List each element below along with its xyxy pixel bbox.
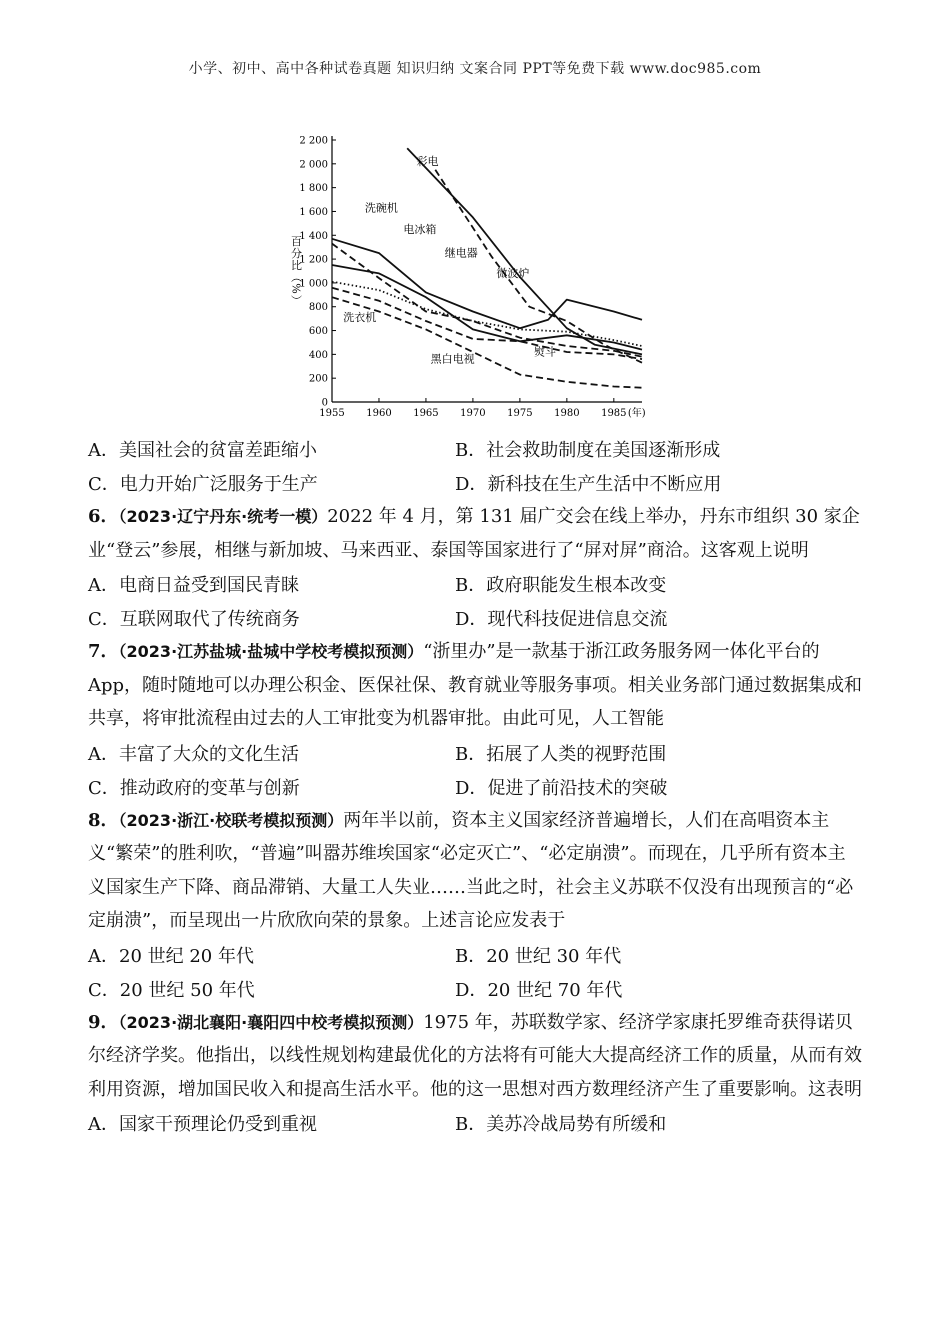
option-text: 20 世纪 50 年代	[119, 979, 255, 1001]
y-tick-label: 1 000	[299, 278, 328, 290]
option-text: 20 世纪 20 年代	[119, 945, 254, 967]
option-text: 政府职能发生根本改变	[486, 575, 667, 596]
q7-option-c[interactable]	[88, 774, 455, 800]
series-label: 彩电	[416, 155, 439, 169]
series-label: 微波炉	[496, 266, 530, 280]
option-letter: D．	[455, 777, 488, 799]
series-label: 黑白电视	[430, 352, 475, 366]
series-label: 洗衣机	[343, 311, 377, 325]
option-letter: B．	[455, 1114, 487, 1135]
q9-stem	[88, 1006, 863, 1107]
y-tick-label: 200	[308, 373, 328, 385]
q5-option-b[interactable]	[455, 436, 822, 462]
x-tick-label: 1980	[554, 408, 580, 419]
y-tick-label: 1 200	[299, 254, 328, 266]
series-label: 继电器	[444, 246, 478, 260]
option-letter: B．	[455, 575, 487, 596]
x-axis-label: (年)	[627, 408, 646, 419]
q6-option-a[interactable]	[88, 571, 455, 597]
q5-options-row-2	[88, 466, 863, 500]
x-tick-label: 1965	[413, 408, 439, 419]
q6-source: （2023·辽宁丹东·统考一模）	[118, 507, 328, 526]
q7-text: “浙里办”是一款基于浙江政务服务网一体化平台的 App，随时随地可以办理公积金、医保社保、教育就业等服务事项。相关业务部门通过数据集成和共享，将审批流程由过去的人工审批变为机器审批。由此可见，人工智能	[88, 641, 863, 729]
option-text: 电力开始广泛服务于生产	[119, 474, 318, 495]
q7-option-d[interactable]	[455, 774, 822, 800]
q9-option-a[interactable]	[88, 1110, 455, 1136]
q9-text: 1975 年，苏联数学家、经济学家康托罗维奇获得诺贝尔经济学奖。他指出，以线性规划构建最优化的方法将有可能大大提高经济工作的质量，从而有效利用资源，增加国民收入和提高生活水平。他的这一思想对西方数理经济产生了重要影响。这表明	[88, 1011, 862, 1100]
chart-svg	[280, 128, 670, 428]
y-tick-label: 800	[308, 302, 328, 314]
q7-option-a[interactable]	[88, 740, 455, 766]
q8-number: 8．	[88, 809, 119, 831]
option-letter: C．	[88, 777, 120, 799]
q7-number: 7．	[88, 641, 119, 662]
y-tick-label: 1 800	[299, 183, 328, 195]
q6-option-c[interactable]	[88, 605, 455, 631]
q7-stem	[88, 635, 863, 736]
series-label: 电冰箱	[403, 222, 437, 236]
q5-option-c[interactable]	[88, 470, 455, 496]
q8-option-d[interactable]	[455, 976, 822, 1002]
y-tick-label: 400	[308, 349, 328, 361]
option-letter: D．	[455, 609, 488, 630]
option-letter: B．	[455, 945, 487, 967]
q5-options-row-1	[88, 432, 863, 466]
appliance-chart	[280, 128, 670, 428]
y-axis-label: 百分比（%）	[289, 235, 303, 307]
y-tick-label: 2 000	[299, 159, 328, 171]
x-tick-label: 1985	[601, 408, 627, 419]
y-tick-label: 1 600	[299, 206, 328, 218]
option-text: 电商日益受到国民青睐	[119, 575, 299, 596]
page-header: 小学、初中、高中各种试卷真题 知识归纳 文案合同 PPT等免费下载 www.doc985.com	[188, 61, 762, 77]
q5-option-a[interactable]	[88, 436, 455, 462]
series-line-继电器	[332, 282, 642, 346]
option-letter: B．	[455, 743, 487, 765]
q8-option-b[interactable]	[455, 942, 822, 968]
x-tick-label: 1970	[460, 408, 486, 419]
option-letter: A．	[88, 743, 119, 765]
q6-option-b[interactable]	[455, 571, 822, 597]
option-letter: A．	[88, 945, 119, 967]
q9-number: 9．	[88, 1011, 119, 1033]
x-tick-label: 1955	[319, 408, 345, 419]
q6-option-d[interactable]	[455, 605, 822, 631]
q8-text: 两年半以前，资本主义国家经济普遍增长，人们在高唱资本主义“繁荣”的胜利吹，“普遍”叫嚣苏维埃国家“必定灭亡”、“必定崩溃”。而现在，几乎所有资本主义国家生产下降、商品滞销、大量工人失业……当此之时，社会主义苏联不仅没有出现预言的“必定崩溃”，而呈现出一片欣欣向荣的景象。上述言论应发表于	[88, 809, 854, 931]
q8-options-row-2	[88, 972, 863, 1006]
option-text: 促进了前沿技术的突破	[487, 777, 668, 799]
q8-option-c[interactable]	[88, 976, 455, 1002]
option-letter: A．	[88, 1114, 119, 1135]
q6-options-row-1	[88, 567, 863, 601]
q8-option-a[interactable]	[88, 942, 455, 968]
question-content	[88, 432, 863, 1140]
y-tick-label: 1 400	[299, 230, 328, 242]
q7-options-row-2	[88, 770, 863, 804]
option-text: 拓展了人类的视野范围	[486, 743, 667, 765]
q6-text: 2022 年 4 月，第 131 届广交会在线上举办，丹东市组织 30 家企业“登云”参展，相继与新加坡、马来西亚、泰国等国家进行了“屏对屏”商洽。这客观上说明	[88, 506, 860, 561]
series-line-微波炉	[435, 170, 642, 363]
y-tick-label: 2 200	[299, 135, 328, 147]
q6-stem	[88, 500, 863, 567]
option-text: 丰富了大众的文化生活	[119, 743, 299, 765]
option-letter: B．	[455, 440, 487, 461]
option-text: 国家干预理论仍受到重视	[119, 1114, 317, 1135]
q7-options-row-1	[88, 736, 863, 770]
y-tick-label: 0	[321, 397, 328, 409]
q8-options-row-1	[88, 938, 863, 972]
option-letter: A．	[88, 440, 119, 461]
x-tick-label: 1975	[507, 408, 533, 419]
option-text: 推动政府的变革与创新	[119, 777, 300, 799]
series-label: 熨斗	[533, 345, 556, 359]
series-line-黑白电视	[332, 297, 642, 388]
q9-options-row-1	[88, 1106, 863, 1140]
option-text: 美苏冷战局势有所缓和	[486, 1114, 667, 1135]
option-letter: C．	[88, 474, 120, 495]
x-tick-label: 1960	[366, 408, 392, 419]
option-letter: C．	[88, 979, 120, 1001]
y-tick-label: 600	[308, 326, 328, 338]
option-letter: C．	[88, 609, 120, 630]
series-label: 洗碗机	[364, 201, 398, 215]
q8-source: （2023·浙江·校联考模拟预测）	[118, 810, 344, 830]
option-letter: D．	[455, 979, 488, 1001]
q6-options-row-2	[88, 601, 863, 635]
series-line-电冰箱	[332, 239, 642, 328]
q6-number: 6．	[88, 506, 119, 527]
option-letter: D．	[455, 474, 488, 495]
option-text: 20 世纪 70 年代	[487, 979, 623, 1001]
q9-source: （2023·湖北襄阳·襄阳四中校考模拟预测）	[118, 1012, 424, 1032]
option-text: 现代科技促进信息交流	[487, 609, 668, 630]
option-text: 互联网取代了传统商务	[119, 609, 300, 630]
option-letter: A．	[88, 575, 119, 596]
q9-option-b[interactable]	[455, 1110, 822, 1136]
q7-source: （2023·江苏盐城·盐城中学校考模拟预测）	[118, 642, 424, 661]
q5-option-d[interactable]	[455, 470, 822, 496]
q7-option-b[interactable]	[455, 740, 822, 766]
option-text: 社会救助制度在美国逐渐形成	[486, 440, 721, 461]
option-text: 美国社会的贫富差距缩小	[119, 440, 317, 461]
option-text: 新科技在生产生活中不断应用	[487, 474, 722, 495]
option-text: 20 世纪 30 年代	[486, 945, 622, 967]
q8-stem	[88, 804, 863, 938]
